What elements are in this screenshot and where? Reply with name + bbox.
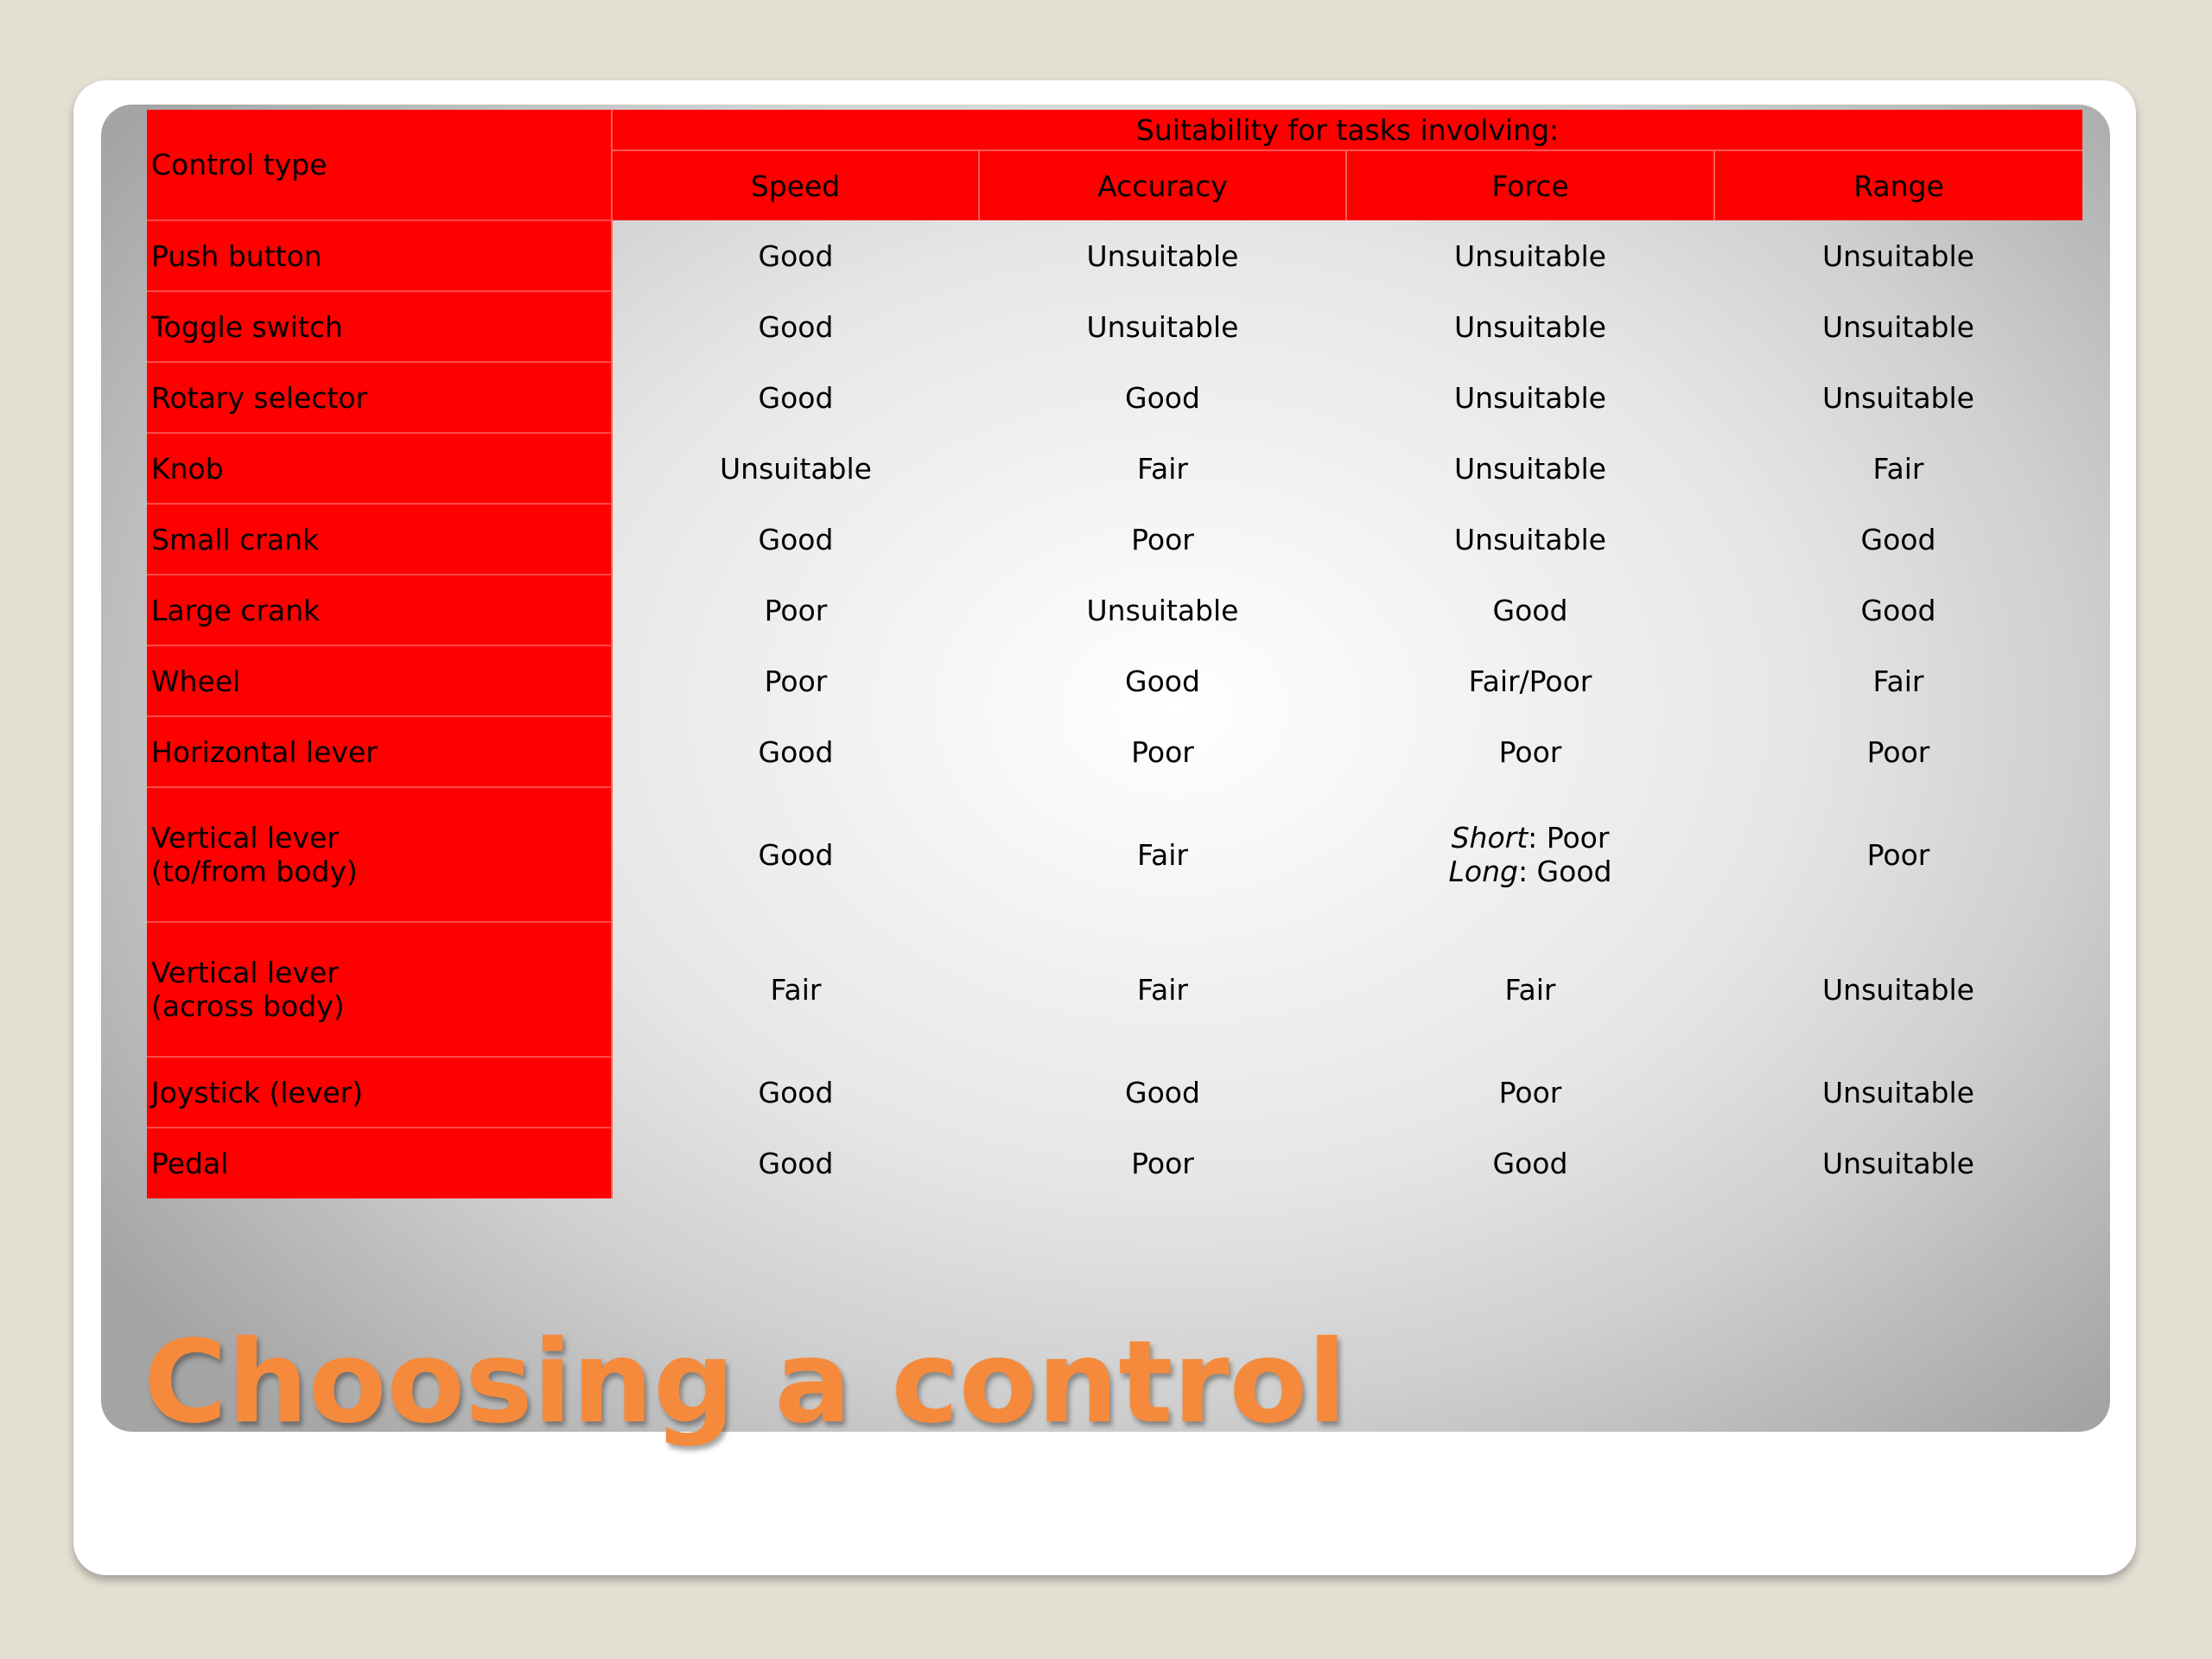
cell-speed: Good [758, 522, 834, 556]
row-label-rotary-selector: Rotary selector [147, 362, 612, 433]
cell-range: Unsuitable [1822, 309, 1974, 344]
table-row [147, 787, 2082, 922]
cell-speed: Good [758, 1146, 834, 1180]
cell-range: Unsuitable [1822, 972, 1974, 1007]
row-label-push-button: Push button [147, 220, 612, 291]
cell-accuracy: Unsuitable [1086, 593, 1239, 627]
cell-range: Fair [1872, 664, 1924, 698]
cell-accuracy: Unsuitable [1086, 309, 1239, 344]
row-label-large-crank: Large crank [147, 575, 612, 645]
force-short-value: : Poor [1528, 821, 1610, 855]
cell-force: Fair/Poor [1468, 664, 1592, 698]
cell-range: Poor [1866, 837, 1930, 872]
row-label-line: (to/from body) [151, 855, 358, 888]
cell-force: Good [1492, 593, 1568, 627]
cell-range: Good [1860, 593, 1936, 627]
cell-force: Poor [1498, 734, 1562, 769]
table-row [147, 220, 2082, 291]
table-row [147, 716, 2082, 787]
row-label-line: (across body) [151, 989, 345, 1023]
cell-range: Unsuitable [1822, 238, 1974, 273]
cell-accuracy: Good [1125, 1075, 1200, 1109]
cell-force: Unsuitable [1454, 238, 1606, 273]
row-label-joystick: Joystick (lever) [147, 1057, 612, 1128]
cell-accuracy: Unsuitable [1086, 238, 1239, 273]
cell-range: Unsuitable [1822, 380, 1974, 415]
cell-speed: Good [758, 734, 834, 769]
column-header-speed: Speed [612, 150, 979, 220]
cell-speed: Poor [764, 664, 828, 698]
control-type-header: Control type [147, 110, 612, 220]
force-short-label: Short [1451, 821, 1529, 855]
table-row [147, 433, 2082, 504]
cell-range: Good [1860, 522, 1936, 556]
table-row [147, 922, 2082, 1057]
cell-range: Fair [1872, 451, 1924, 486]
row-label-vertical-lever-to-from-body [147, 787, 612, 922]
table-row [147, 1128, 2082, 1198]
cell-force: Unsuitable [1454, 309, 1606, 344]
row-label-pedal: Pedal [147, 1128, 612, 1198]
cell-speed: Fair [770, 972, 822, 1007]
cell-speed: Poor [764, 593, 828, 627]
cell-speed: Good [758, 238, 834, 273]
cell-accuracy: Poor [1131, 1146, 1194, 1180]
cell-speed: Good [758, 837, 834, 872]
force-long-label: Long [1448, 855, 1518, 888]
cell-range: Unsuitable [1822, 1075, 1974, 1109]
cell-force [1346, 787, 1714, 922]
cell-force: Unsuitable [1454, 451, 1606, 486]
cell-accuracy: Fair [1137, 972, 1188, 1007]
force-long-value: : Good [1517, 855, 1612, 888]
row-label-toggle-switch: Toggle switch [147, 291, 612, 362]
table-row [147, 575, 2082, 645]
control-suitability-table [147, 110, 2082, 1198]
cell-force: Unsuitable [1454, 522, 1606, 556]
table-row [147, 362, 2082, 433]
cell-speed: Good [758, 380, 834, 415]
cell-speed: Good [758, 309, 834, 344]
cell-accuracy: Good [1125, 664, 1200, 698]
row-label-small-crank: Small crank [147, 504, 612, 575]
cell-force: Fair [1504, 972, 1556, 1007]
row-label-knob: Knob [147, 433, 612, 504]
suitability-group-header: Suitability for tasks involving: [612, 110, 2082, 150]
slide-title: Choosing a control [143, 1316, 1347, 1449]
table-row [147, 1057, 2082, 1128]
cell-accuracy: Fair [1137, 451, 1188, 486]
cell-accuracy: Poor [1131, 734, 1194, 769]
row-label-wheel: Wheel [147, 645, 612, 716]
table-row [147, 291, 2082, 362]
row-label-line: Vertical lever [151, 821, 339, 855]
cell-force: Poor [1498, 1075, 1562, 1109]
column-header-accuracy: Accuracy [979, 150, 1346, 220]
cell-force: Good [1492, 1146, 1568, 1180]
cell-force: Unsuitable [1454, 380, 1606, 415]
row-label-horizontal-lever: Horizontal lever [147, 716, 612, 787]
cell-accuracy: Good [1125, 380, 1200, 415]
cell-range: Poor [1866, 734, 1930, 769]
cell-speed: Good [758, 1075, 834, 1109]
table-row [147, 504, 2082, 575]
column-header-force: Force [1346, 150, 1714, 220]
table-row [147, 645, 2082, 716]
cell-speed: Unsuitable [720, 451, 872, 486]
column-header-range: Range [1714, 150, 2082, 220]
row-label-line: Vertical lever [151, 956, 339, 989]
cell-accuracy: Fair [1137, 837, 1188, 872]
row-label-vertical-lever-across-body [147, 922, 612, 1057]
cell-accuracy: Poor [1131, 522, 1194, 556]
cell-range: Unsuitable [1822, 1146, 1974, 1180]
